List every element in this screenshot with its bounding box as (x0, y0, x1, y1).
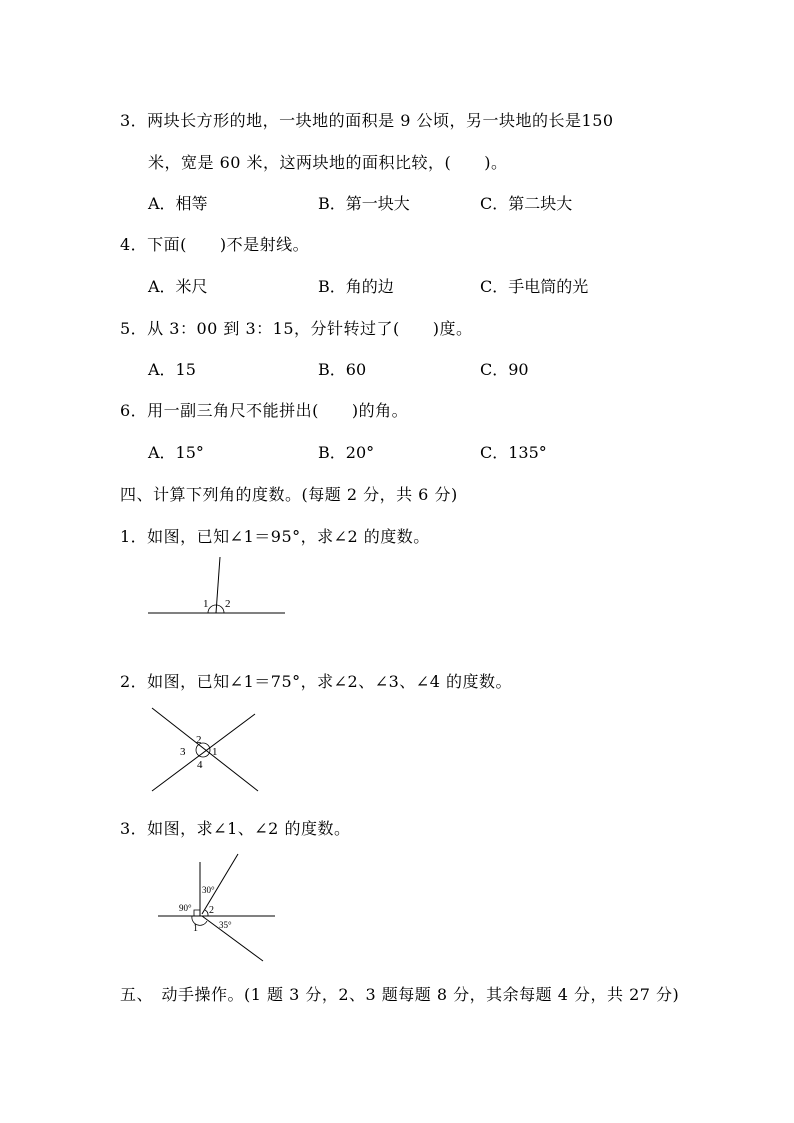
q4-option-c: C．手电筒的光 (480, 277, 589, 296)
q6-option-c: C．135° (480, 443, 547, 462)
q3-option-a: A．相等 (148, 194, 208, 213)
problem1-ray (216, 557, 220, 613)
problem3-label-90deg: 90° (179, 903, 192, 913)
section5-heading: 五、 动手操作。(1 题 3 分，2、3 题每题 8 分，其余每题 4 分，共 27 分) (120, 985, 680, 1004)
q4-option-b: B．角的边 (318, 277, 394, 296)
q3-option-b: B．第一块大 (318, 194, 410, 213)
section4-problem1-text: 1．如图，已知∠1＝95°，求∠2 的度数。 (120, 527, 430, 546)
q6-option-a: A．15° (148, 443, 204, 462)
problem3-ray-upper (202, 854, 238, 914)
q5-option-b: B．60 (318, 360, 367, 379)
problem3-right-angle-mark (194, 910, 200, 916)
section4-problem2-text: 2．如图，已知∠1＝75°，求∠2、∠3、∠4 的度数。 (120, 672, 512, 691)
problem3-label-30deg: 30° (202, 885, 215, 895)
section4-problem3-text: 3．如图，求∠1、∠2 的度数。 (120, 819, 351, 838)
problem1-figure (140, 555, 300, 625)
problem1-label-2: 2 (225, 598, 231, 610)
problem2-line-b (152, 714, 255, 791)
problem2-label-3: 3 (180, 746, 186, 758)
problem3-ray-lower (202, 916, 263, 961)
problem2-figure (145, 705, 265, 795)
q3-option-c: C．第二块大 (480, 194, 573, 213)
problem3-label-1: 1 (193, 923, 198, 934)
problem3-label-2: 2 (209, 905, 214, 916)
problem3-label-35deg: 35° (219, 920, 232, 930)
q3-stem-line1: 3．两块长方形的地，一块地的面积是 9 公顷，另一块地的长是150 (120, 111, 614, 130)
q3-stem-line2: 米，宽是 60 米，这两块地的面积比较，( )。 (148, 153, 508, 172)
problem1-label-1: 1 (203, 598, 209, 610)
q6-option-b: B．20° (318, 443, 375, 462)
q6-stem: 6．用一副三角尺不能拼出( )的角。 (120, 401, 409, 420)
section4-heading: 四、计算下列角的度数。(每题 2 分，共 6 分) (120, 485, 458, 504)
problem2-label-1: 1 (212, 746, 218, 758)
q4-stem: 4．下面( )不是射线。 (120, 235, 310, 254)
problem3-figure (150, 850, 285, 965)
q5-option-a: A．15 (148, 360, 196, 379)
q5-option-c: C．90 (480, 360, 529, 379)
q4-option-a: A．米尺 (148, 277, 208, 296)
problem3-angle2-arc (205, 910, 208, 916)
q5-stem: 5．从 3：00 到 3：15，分针转过了( )度。 (120, 319, 473, 338)
problem2-label-2: 2 (196, 734, 202, 746)
problem2-label-4: 4 (197, 759, 203, 771)
